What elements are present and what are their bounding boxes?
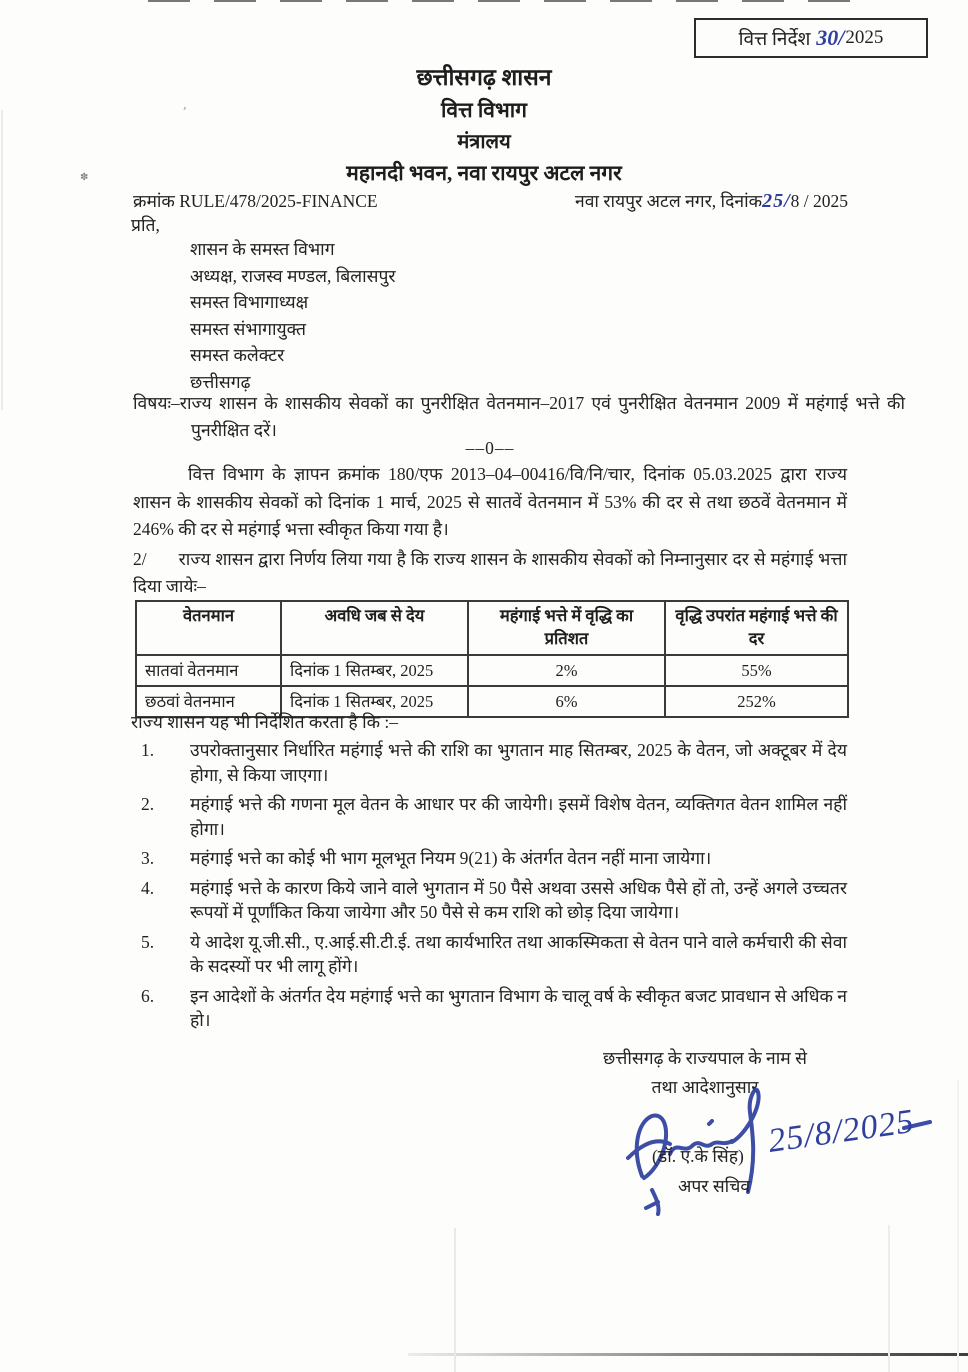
directive-list: [133, 738, 847, 1038]
addressee-item: समस्त कलेक्टर: [190, 345, 285, 365]
addressee-item: समस्त विभागाध्यक्ष: [190, 292, 309, 312]
dearness-allowance-table: [135, 600, 849, 718]
item-number: 6.: [141, 985, 155, 1006]
handwritten-day: 25/: [762, 190, 791, 212]
list-item: [133, 876, 847, 925]
government-name: छत्तीसगढ़ शासन: [416, 65, 552, 90]
reference-row: [133, 189, 848, 213]
cell-increase: 6%: [468, 686, 665, 717]
addressee-item: छत्तीसगढ़: [190, 371, 251, 392]
stamp-year-label: 2025: [845, 27, 884, 48]
signatory-designation: अपर सचिव: [678, 1176, 751, 1196]
list-item: [133, 930, 847, 979]
col-header-payscale: वेतनमान: [136, 601, 281, 655]
address-line: महानदी भवन, नवा रायपुर अटल नगर: [346, 161, 622, 185]
authority-line-2: तथा आदेशानुसार: [651, 1077, 759, 1097]
item-text: उपरोक्तानुसार निर्धारित महंगाई भत्ते की राशि का भुगतान माह सितम्बर, 2025 के वेतन, जो अक्टूबर में देय होगा, से किया जाएगा।: [190, 740, 847, 785]
date-rest: 8 / 2025: [790, 191, 848, 211]
cell-period: दिनांक 1 सितम्बर, 2025: [281, 655, 468, 686]
stamp-prefix-label: वित्त निर्देश: [738, 29, 811, 50]
item-text: इन आदेशों के अंतर्गत देय महंगाई भत्ते का भुगतान विभाग के चालू वर्ष के स्वीकृत बजट प्रावधान से अधिक न हो।: [190, 985, 847, 1030]
addressee-item: शासन के समस्त विभाग: [190, 239, 335, 259]
item-text: महंगाई भत्ते का कोई भी भाग मूलभूत नियम 9(21) के अंतर्गत वेतन नहीं माना जायेगा।: [190, 848, 712, 868]
paragraph-text: राज्य शासन द्वारा निर्णय लिया गया है कि राज्य शासन के शासकीय सेवकों को निम्नानुसार दर से महंगाई भत्ता दिया जायेः–: [133, 549, 847, 596]
signoff-block: [0, 1044, 968, 1372]
authority-lines: [558, 1044, 852, 1102]
body-paragraph-2: [133, 546, 847, 600]
directive-intro: राज्य शासन यह भी निर्देशित करता है कि :–: [131, 712, 399, 732]
signature-stroke: [904, 1122, 930, 1128]
handwritten-signature-date: 25/8/2025: [765, 1102, 917, 1160]
letterhead: [0, 62, 968, 188]
item-text: ये आदेश यू.जी.सी., ए.आई.सी.टी.ई. तथा कार्यभारित तथा आकस्मिकता से वेतन पाने वाले कर्मचारी की सेवा के सदस्यों पर भी लागू होंगे।: [190, 931, 847, 976]
secretariat-name: मंत्रालय: [457, 131, 511, 153]
signatory-name: (डॉ. ए.के सिंह): [652, 1146, 744, 1166]
list-item: [133, 846, 847, 871]
item-number: 5.: [141, 931, 155, 952]
item-number: 1.: [141, 740, 155, 760]
item-text: महंगाई भत्ते की गणना मूल वेतन के आधार पर की जायेगी। इसमें विशेष वेतन, व्यक्तिगत वेतन शामिल नहीं होगा।: [190, 794, 847, 839]
cell-increase: 2%: [468, 655, 665, 686]
col-header-increase-percent: महंगाई भत्ते में वृद्धि का प्रतिशत: [468, 601, 665, 655]
addressee-item: समस्त संभागायुक्त: [190, 318, 307, 339]
letter-number: क्रमांक RULE/478/2025-FINANCE: [133, 191, 378, 211]
finance-direction-number-box: [694, 18, 928, 58]
table-header-row: [136, 601, 848, 655]
signature-stroke: [709, 1121, 712, 1124]
col-header-rate-after-increase: वृद्धि उपरांत महंगाई भत्ते की दर: [665, 601, 848, 655]
item-number: 4.: [141, 877, 155, 898]
col-header-period: अवधि जब से देय: [281, 601, 468, 655]
initial-mark: [646, 1190, 659, 1214]
scan-speck: ’: [180, 103, 188, 119]
scan-artifact-top-edge: [148, 0, 852, 2]
cell-rate: 252%: [665, 686, 848, 717]
authority-line-1: छत्तीसगढ़ के राज्यपाल के नाम से: [603, 1048, 807, 1068]
list-item: [133, 792, 847, 841]
place-and-date: [575, 189, 848, 213]
cell-period: दिनांक 1 सितम्बर, 2025: [281, 686, 468, 717]
cell-payscale: छठवां वेतनमान: [136, 686, 281, 717]
item-number: 3.: [141, 848, 155, 868]
stamp-handwritten-number: 30/: [816, 25, 845, 50]
list-item: [133, 984, 847, 1033]
table-row: [136, 655, 848, 686]
item-text: महंगाई भत्ते के कारण किये जाने वाले भुगतान में 50 पैसे अथवा उससे अधिक पैसे हों तो, उन्हें अगले उच्चतर रूपयों में पूर्णांकित किया जायेगा और 50 पैसे से कम राशि को छोड़ दिया जायेगा।: [190, 877, 847, 922]
paragraph-number: 2/: [133, 549, 147, 569]
place-date-prefix: नवा रायपुर अटल नगर, दिनांक: [574, 191, 763, 211]
salutation: प्रति,: [131, 215, 160, 235]
list-item: [133, 738, 847, 787]
addressee-list: [190, 236, 396, 395]
addressee-item: अध्यक्ष, राजस्व मण्डल, बिलासपुर: [190, 265, 396, 286]
cell-payscale: सातवां वेतनमान: [136, 655, 281, 686]
department-name: वित्त विभाग: [440, 98, 528, 122]
subject-line: विषयः–राज्य शासन के शासकीय सेवकों का पुनरीक्षित वेतनमान–2017 एवं पुनरीक्षित वेतनमान 2009 में महंगाई भत्ते की पुनरीक्षित दरें।: [133, 393, 905, 440]
cell-rate: 55%: [665, 655, 848, 686]
section-separator: ––0––: [465, 438, 515, 458]
item-number: 2.: [141, 794, 155, 814]
body-paragraph-1: वित्त विभाग के ज्ञापन क्रमांक 180/एफ 2013–04–00416/वि/नि/चार, दिनांक 05.03.2025 द्वारा राज्य शासन के शासकीय सेवकों को दिनांक 1 मार्च, 2025 से सातवें वेतनमान में 53% की दर से तथा छठवें वेतनमान में 246% की दर से महंगाई भत्ता स्वीकृत किया गया है।: [133, 464, 847, 539]
scan-speck: ✽: [80, 172, 89, 183]
